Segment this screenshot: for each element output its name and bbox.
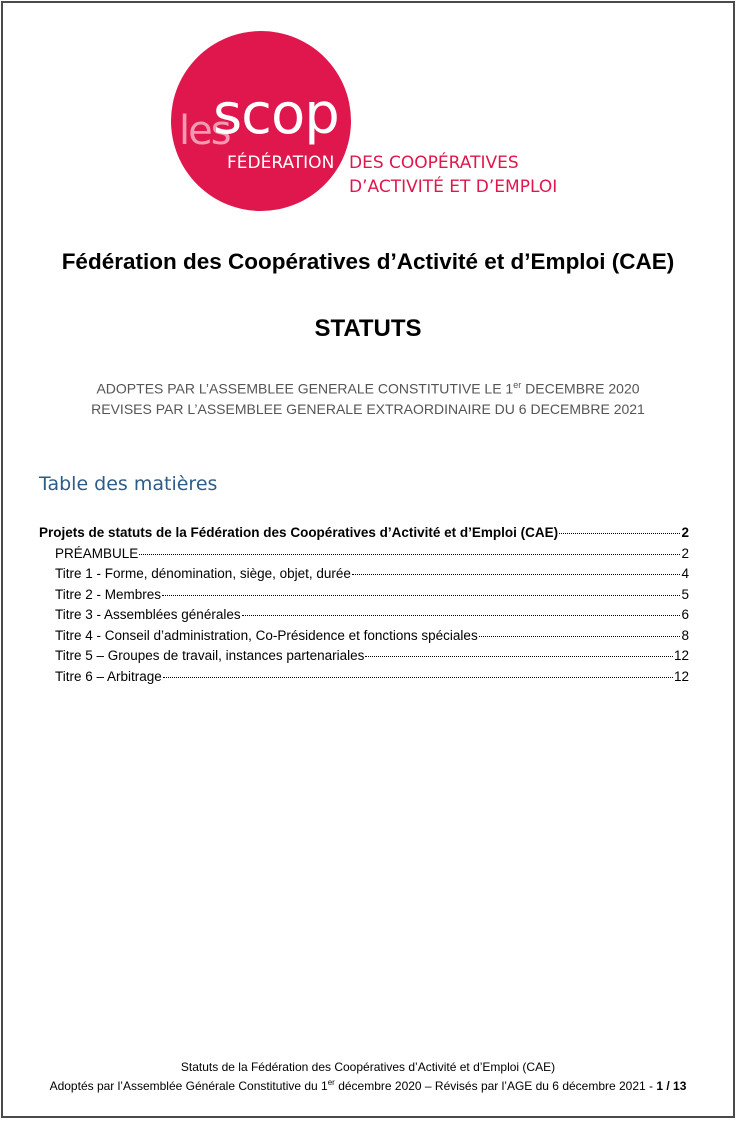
logo-federation-text: FÉDÉRATION: [227, 153, 335, 173]
adoption-info: [3, 375, 733, 419]
revised-line: REVISES PAR L’ASSEMBLEE GENERALE EXTRAORDINAIRE DU 6 DECEMBRE 2021: [91, 400, 645, 417]
adopted-line: ADOPTES PAR L’ASSEMBLEE GENERALE CONSTITUTIVE LE 1er DECEMBRE 2020: [96, 380, 640, 397]
les-scop-logo: [171, 31, 571, 217]
toc-entry[interactable]: Titre 2 - Membres 5: [55, 586, 689, 602]
logo-scop-text: scop: [213, 82, 339, 147]
page-footer: [3, 1059, 733, 1094]
document-title: Fédération des Coopératives d’Activité et d’Emploi (CAE): [61, 249, 675, 274]
footer-line-2: Adoptés par l’Assemblée Générale Constitutive du 1er décembre 2020 – Révisés par l’AGE du 6 décembre 2021 - 1 / 13: [49, 1078, 687, 1093]
logo-les-text: les: [179, 108, 230, 154]
toc-entry[interactable]: Titre 5 – Groupes de travail, instances partenariales 12: [55, 648, 689, 663]
logo-des-cooperatives-text: DES COOPÉRATIVES: [349, 153, 519, 173]
document-subtitle: STATUTS: [314, 315, 422, 342]
toc-entry[interactable]: Titre 3 - Assemblées générales 6: [55, 607, 689, 622]
page-number: 1 / 13: [656, 1079, 687, 1093]
toc-entry[interactable]: PRÉAMBULE 2: [55, 545, 689, 561]
table-of-contents: [39, 523, 689, 687]
footer-line-1: Statuts de la Fédération des Coopératives d’Activité et d’Emploi (CAE): [180, 1060, 556, 1074]
logo-activite-emploi-text: D’ACTIVITÉ ET D’EMPLOI: [349, 177, 558, 197]
toc-entry[interactable]: Projets de statuts de la Fédération des Coopératives d’Activité et d’Emploi (CAE) 2: [39, 525, 689, 540]
document-page: [1, 1, 735, 1118]
toc-entry[interactable]: Titre 6 – Arbitrage 12: [55, 668, 689, 684]
toc-heading: Table des matières: [39, 473, 218, 495]
toc-entry[interactable]: Titre 4 - Conseil d’administration, Co-Présidence et fonctions spéciales 8: [55, 627, 689, 643]
toc-entry[interactable]: Titre 1 - Forme, dénomination, siège, objet, durée 4: [55, 566, 689, 581]
